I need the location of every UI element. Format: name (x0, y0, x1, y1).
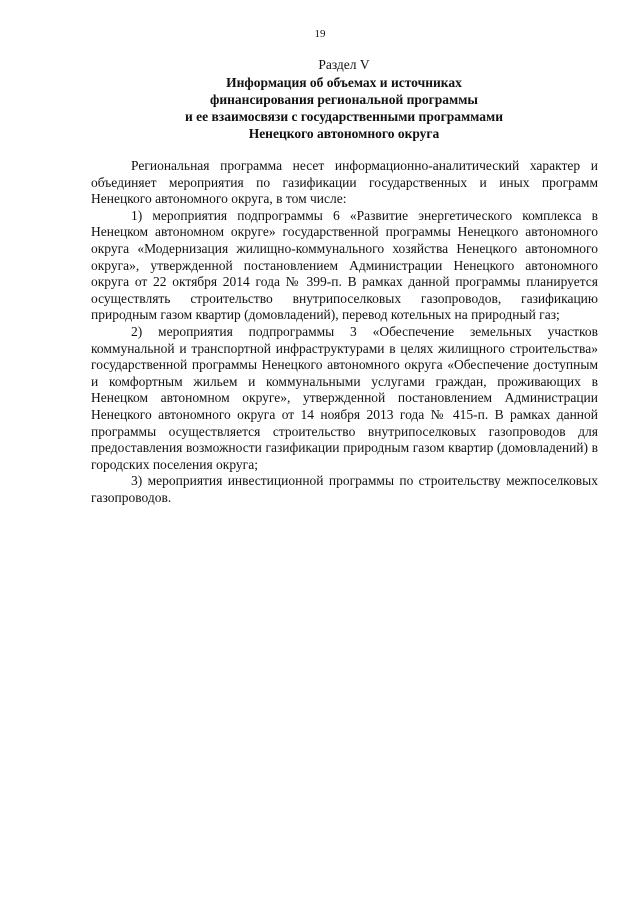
document-body (91, 158, 598, 506)
section-title-line: Информация об объемах и источниках (226, 75, 462, 90)
list-item-paragraph: 3) мероприятия инвестиционной программы по строительству межпоселковых газопроводов. (91, 473, 598, 505)
section-title-line: и ее взаимосвязи с государственными программами (184, 109, 504, 124)
list-item-paragraph: 2) мероприятия подпрограммы 3 «Обеспечение земельных участков коммунальной и транспортной инфраструктурами в целях жилищного строительства» государственной программы Ненецкого автономного округа «Обеспечение доступным и комфортным жильем и коммунальными услугами граждан, проживающих в Ненецком автономном округе», утвержденной постановлением Администрации Ненецкого автономного округа от 14 ноября 2013 года № 415-п. В рамках данной программы осуществляется строительство внутрипоселковых газопроводов для предоставления возможности газификации природным газом квартир (домовладений) в городских поселения округа; (91, 323, 598, 472)
section-heading (90, 56, 598, 142)
list-item-paragraph: 1) мероприятия подпрограммы 6 «Развитие энергетического комплекса в Ненецком автономном округе» государственной программы Ненецкого автономного округа «Модернизация жилищно-коммунального хозяйства Ненецкого автономного округа», утвержденной постановлением Администрации Ненецкого автономного округа от 22 октября 2014 года № 399-п. В рамках данной программы планируется осуществлять строительство внутрипоселковых газопроводов, газификацию природным газом квартир (домовладений), перевод котельных на природный газ; (91, 207, 598, 323)
section-label: Раздел V (318, 57, 370, 72)
page-number: 19 (314, 28, 326, 40)
intro-paragraph: Региональная программа несет информационно-аналитический характер и объединяет мероприятия по газификации государственных и иных программ Ненецкого автономного округа, в том числе: (91, 158, 598, 207)
section-title-line: Ненецкого автономного округа (248, 126, 440, 141)
section-title-line: финансирования региональной программы (210, 92, 478, 107)
